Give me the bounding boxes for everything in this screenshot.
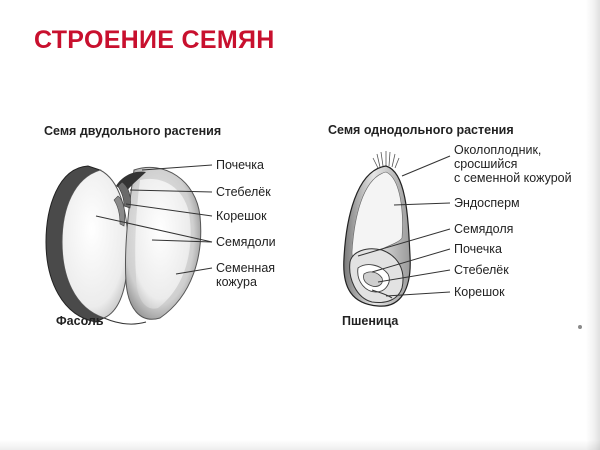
dicot-heading: Семя двудольного растения bbox=[44, 124, 222, 138]
wheat-grain-illustration bbox=[344, 151, 410, 306]
monocot-seed-group bbox=[328, 123, 572, 328]
slide-title: СТРОЕНИЕ СЕМЯН bbox=[34, 26, 275, 54]
label-wheat-plumule: Почечка bbox=[454, 242, 502, 256]
label-bean-plumule: Почечка bbox=[216, 158, 264, 172]
label-wheat-pericarp-line1: Околоплодник, bbox=[454, 143, 542, 157]
label-wheat-cotyledon: Семядоля bbox=[454, 222, 514, 236]
label-wheat-pericarp-line3: с семенной кожурой bbox=[454, 171, 572, 185]
bean-hilum bbox=[104, 318, 146, 324]
label-bean-seed-coat-line2: кожура bbox=[216, 275, 257, 289]
monocot-heading: Семя однодольного растения bbox=[328, 123, 514, 137]
label-wheat-hypocotyl: Стебелёк bbox=[454, 263, 509, 277]
label-bean-seed-coat-line1: Семенная bbox=[216, 261, 276, 275]
dicot-caption: Фасоль bbox=[56, 314, 104, 328]
label-bean-cotyledons: Семядоли bbox=[216, 235, 276, 249]
slide-dot-marker bbox=[578, 325, 582, 329]
monocot-caption: Пшеница bbox=[342, 314, 399, 328]
dicot-seed-group bbox=[44, 124, 276, 328]
label-wheat-endosperm: Эндосперм bbox=[454, 196, 520, 210]
label-bean-hypocotyl: Стебелёк bbox=[216, 185, 271, 199]
label-bean-radicle: Корешок bbox=[216, 209, 267, 223]
bean-illustration bbox=[46, 166, 201, 324]
label-wheat-radicle: Корешок bbox=[454, 285, 505, 299]
label-wheat-pericarp-line2: сросшийся bbox=[454, 157, 518, 171]
